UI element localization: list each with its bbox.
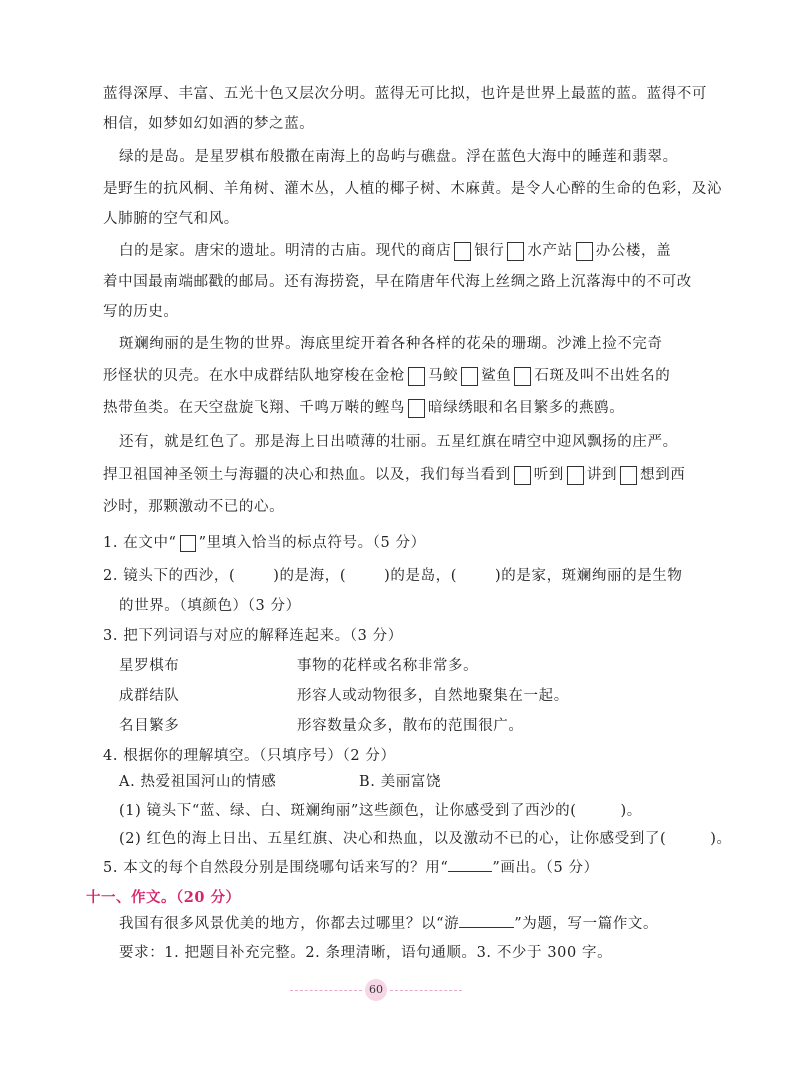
question-text: )。 [710,831,732,847]
underline-symbol [448,859,492,872]
text-segment: 石斑及叫不出姓名的 [534,368,671,384]
text-segment: 热带鱼类。在天空盘旋飞翔、千鸣万啭的鲣鸟 [103,400,405,416]
text-segment: 银行 [474,243,505,259]
question-text: 5. 本文的每个自然段分别是围绕哪句话来写的？用“ [103,860,449,876]
passage-line: 绿的是岛。是星罗棋布般撒在南海上的岛屿与礁盘。浮在蓝色大海中的睡莲和翡翠。 [119,149,678,165]
punctuation-answer-box[interactable] [408,399,425,418]
passage-line-with-boxes [119,241,671,261]
question-text: )的是家，斑斓绚丽的是生物 [495,568,683,584]
question-1 [103,533,426,553]
passage-line: 还有，就是红色了。那是海上日出喷薄的壮丽。五星红旗在晴空中迎风飘扬的庄严。 [119,434,678,450]
question-text: ”里填入恰当的标点符号。（5 分） [198,535,426,551]
passage-line: 斑斓绚丽的是生物的世界。海底里绽开着各种各样的花朵的珊瑚。沙滩上捡不完奇 [119,336,663,352]
question-text: )的是海，( [273,568,347,584]
text-segment: 听到 [533,467,564,483]
question-text: (1) 镜头下“蓝、绿、白、斑斓绚丽”这些颜色，让你感受到了西沙的( [119,803,577,819]
match-word[interactable]: 名目繁多 [119,718,180,734]
question-4-2 [119,829,732,849]
text-segment: 形怪状的贝壳。在水中成群结队地穿梭在金枪 [103,368,405,384]
section-heading: 十一、作文。（20 分） [86,889,241,906]
text-segment: 水产站 [527,243,573,259]
question-text: )。 [620,803,642,819]
passage-line: 沙时，那颗激动不已的心。 [103,499,285,515]
text-segment: 捍卫祖国神圣领土与海疆的决心和热血。以及，我们每当看到 [103,467,511,483]
option-a: A. 热爱祖国河山的情感 [119,774,277,790]
passage-line: 相信，如梦如幻如酒的梦之蓝。 [103,116,315,132]
title-blank[interactable] [459,915,514,928]
match-word[interactable]: 星罗棋布 [119,658,180,674]
question-text: 2. 镜头下的西沙，( [103,568,236,584]
prompt-text: ”为题，写一篇作文。 [514,916,659,932]
text-segment: 想到西 [640,467,686,483]
question-text: (2) 红色的海上日出、五星红旗、决心和热血，以及激动不已的心，让你感受到了( [119,831,667,847]
match-meaning[interactable]: 形容数量众多，散布的范围很广。 [297,718,524,734]
question-2-cont: 的世界。（填颜色）（3 分） [119,598,301,614]
punctuation-answer-box[interactable] [567,466,584,485]
question-3: 3. 把下列词语与对应的解释连起来。（3 分） [103,628,403,644]
text-segment: 鲨鱼 [481,368,512,384]
punctuation-answer-box[interactable] [507,242,524,261]
text-segment: 白的是家。唐宋的遗址。明清的古庙。现代的商店 [119,243,452,259]
punctuation-answer-box[interactable] [514,466,531,485]
question-text: 1. 在文中“ [103,535,177,551]
punctuation-answer-box[interactable] [620,466,637,485]
footer-divider-right [390,990,462,991]
question-5 [103,858,599,878]
passage-line-with-boxes [103,366,670,386]
passage-line: 着中国最南端邮戳的邮局。还有海捞瓷，早在隋唐年代海上丝绸之路上沉落海中的不可改 [103,274,692,290]
punctuation-answer-box[interactable] [408,367,425,386]
question-4: 4. 根据你的理解填空。（只填序号）（2 分） [103,748,396,764]
page-number: 60 [365,979,387,1001]
text-segment: 讲到 [586,467,618,483]
match-meaning[interactable]: 事物的花样或名称非常多。 [297,658,479,674]
match-word[interactable]: 成群结队 [119,688,180,704]
passage-line-with-boxes [103,465,685,485]
box-symbol [180,535,196,552]
punctuation-answer-box[interactable] [454,242,471,261]
footer-divider-left [290,990,362,991]
punctuation-answer-box[interactable] [576,242,593,261]
punctuation-answer-box[interactable] [461,367,478,386]
prompt-text: 我国有很多风景优美的地方，你都去过哪里？以“游 [119,916,460,932]
question-text: ”画出。（5 分） [492,860,599,876]
question-2 [103,566,683,586]
text-segment: 马鲛 [428,368,459,384]
text-segment: 办公楼，盖 [595,243,672,259]
passage-line: 是野生的抗风桐、羊角树、灌木丛，人植的椰子树、木麻黄。是令人心醉的生命的色彩，及沁 [103,181,723,197]
passage-line: 写的历史。 [103,304,179,320]
question-text: )的是岛，( [384,568,458,584]
composition-prompt [119,914,658,934]
option-b: B. 美丽富饶 [359,774,442,790]
passage-line: 蓝得深厚、丰富、五光十色又层次分明。蓝得无可比拟，也许是世界上最蓝的蓝。蓝得不可 [103,86,707,102]
punctuation-answer-box[interactable] [514,367,531,386]
question-4-1 [119,801,642,821]
composition-requirements: 要求：1. 把题目补充完整。2. 条理清晰，语句通顺。3. 不少于 300 字。 [119,945,613,961]
passage-line: 人肺腑的空气和风。 [103,211,239,227]
text-segment: 暗绿绣眼和名目繁多的燕鸥。 [428,400,625,416]
passage-line-with-boxes [103,398,624,418]
match-meaning[interactable]: 形容人或动物很多，自然地聚集在一起。 [297,688,569,704]
